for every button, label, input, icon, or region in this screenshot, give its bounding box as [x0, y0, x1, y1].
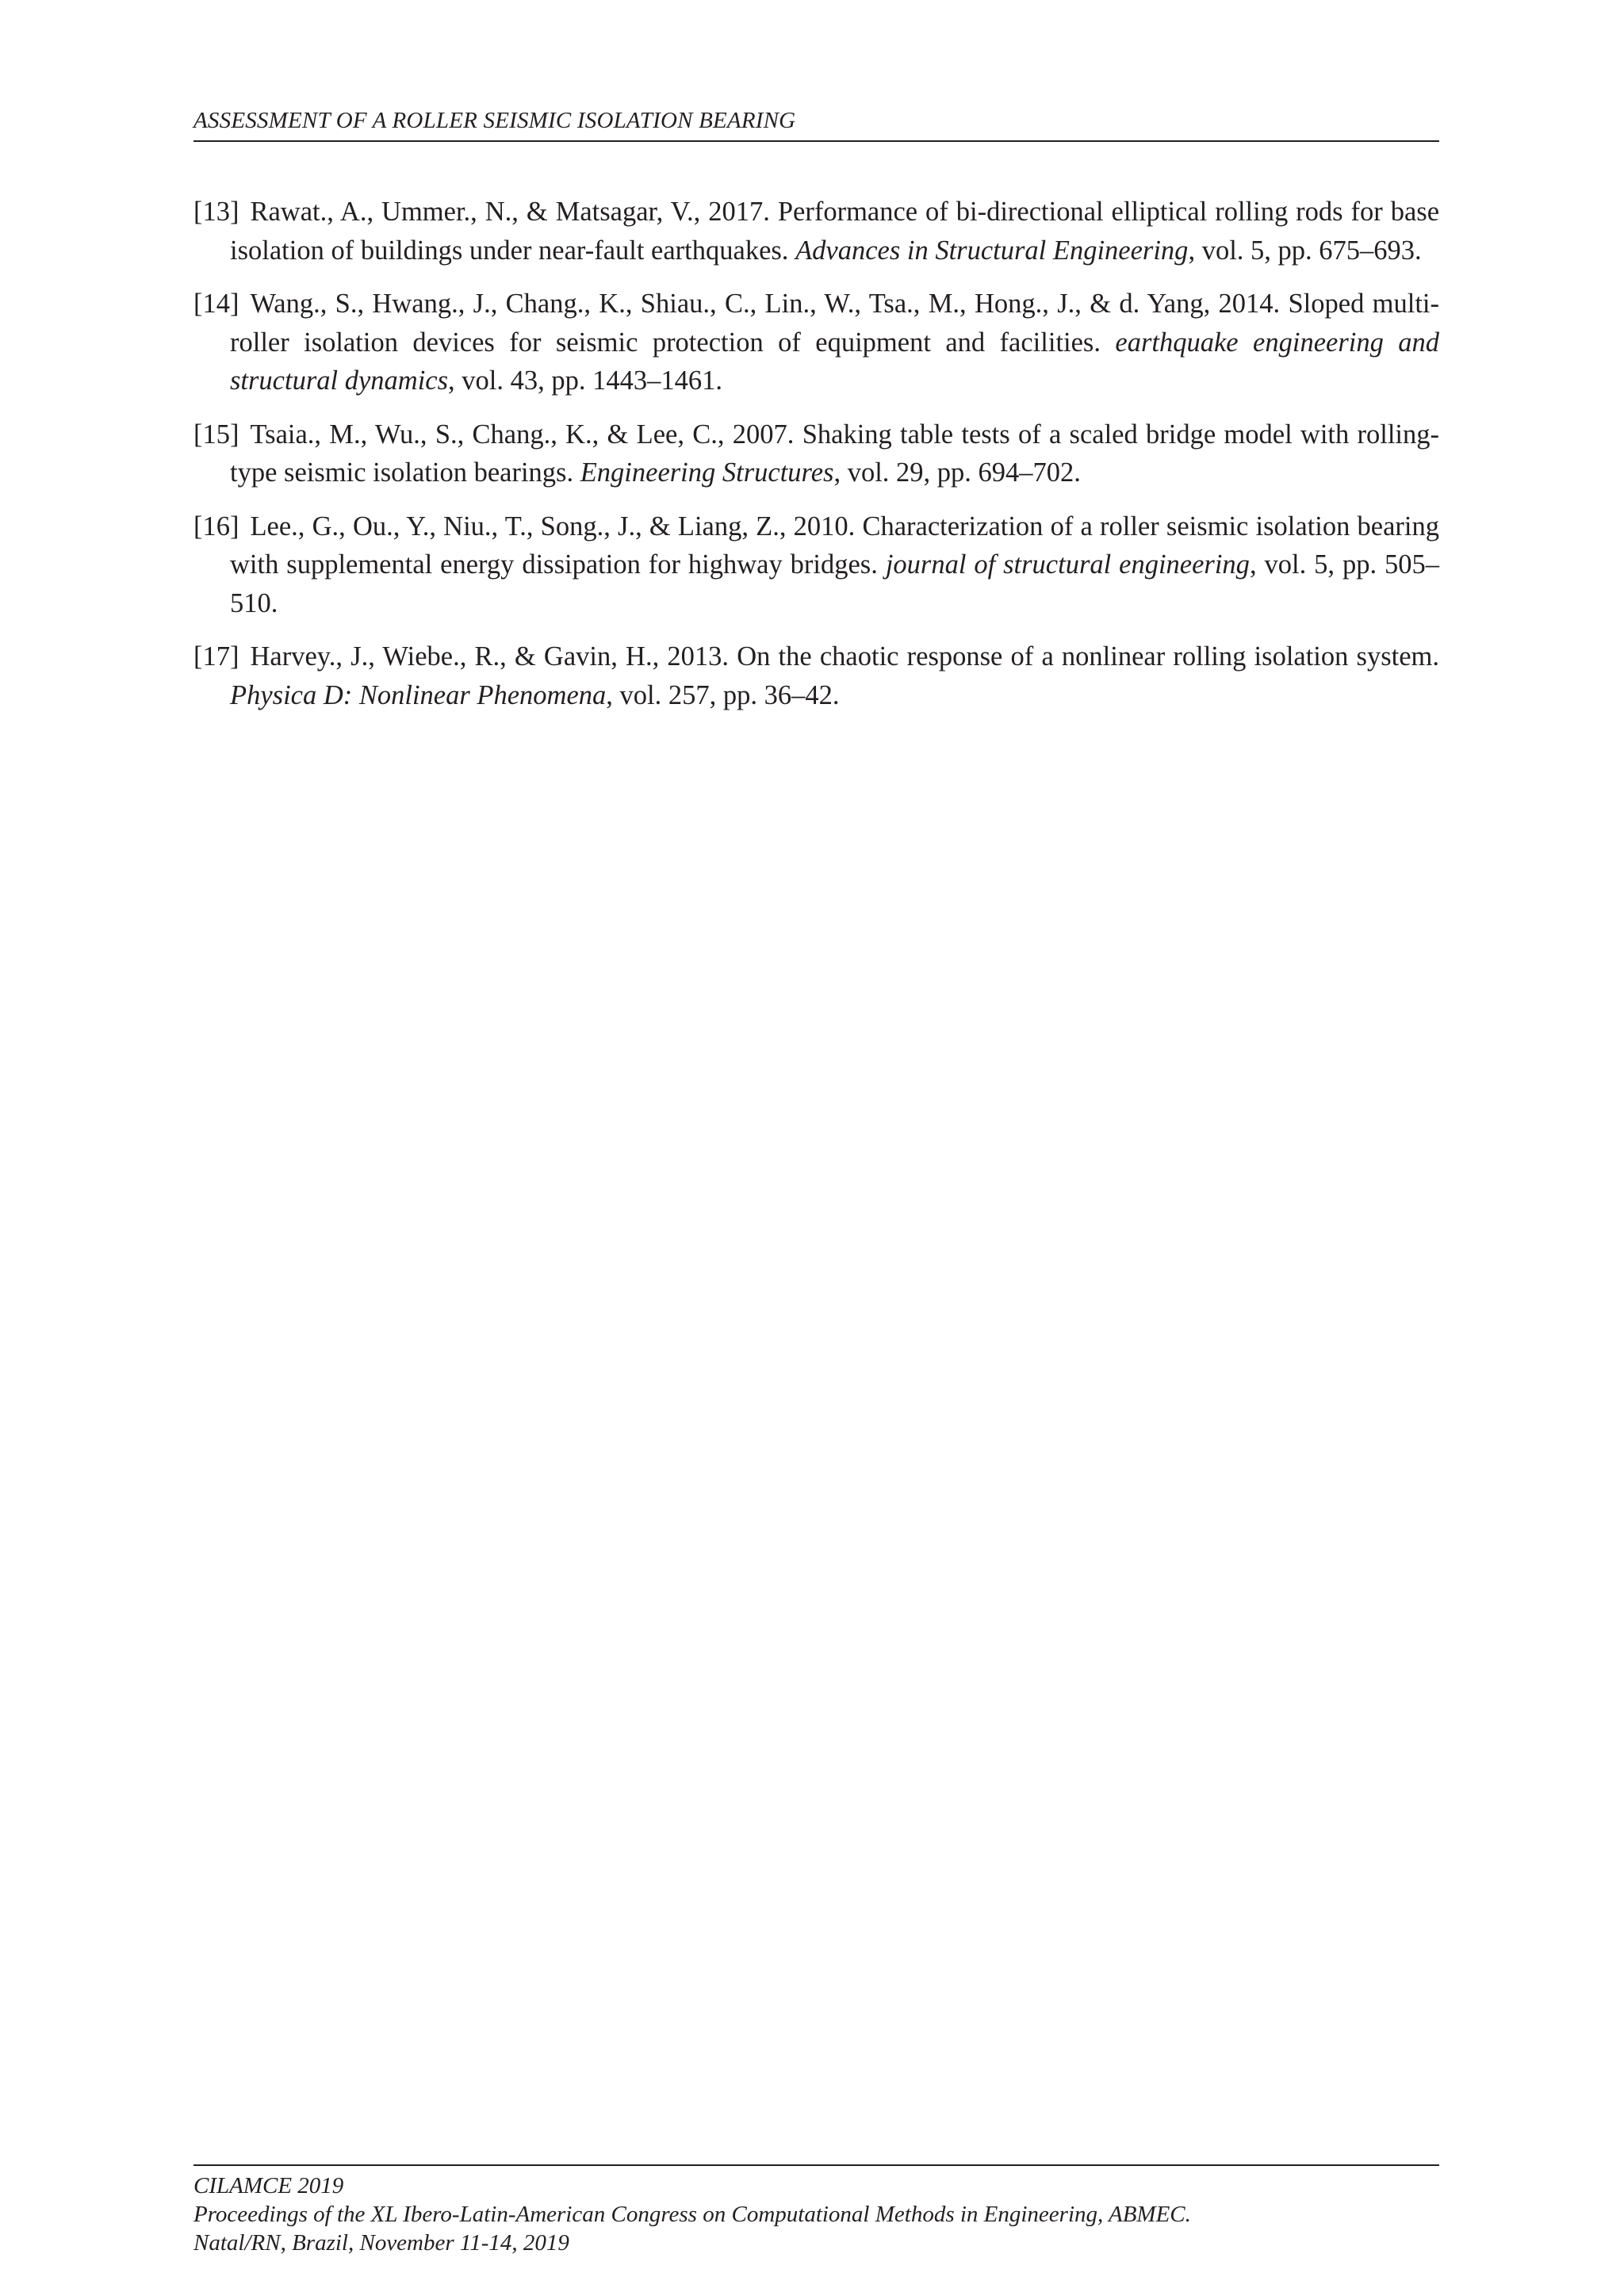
reference-title: Characterization of a roller seismic isolation bearing with supplemental energy dissipation for highway bridges.	[230, 511, 1440, 580]
header-rule	[193, 140, 1439, 142]
reference-title: Sloped multi-roller isolation devices for seismic protection of equipment and facilities.	[230, 289, 1439, 358]
reference-number: [17]	[193, 641, 239, 672]
footer-proceedings: Proceedings of the XL Ibero-Latin-American Congress on Computational Methods in Engineering, ABMEC.	[193, 2202, 1191, 2227]
reference-details: , vol. 29, pp. 694–702.	[833, 457, 1081, 488]
reference-journal: journal of structural engineering	[885, 549, 1250, 580]
reference-item	[193, 285, 1439, 400]
reference-details: , vol. 43, pp. 1443–1461.	[448, 365, 722, 396]
reference-item	[193, 637, 1439, 714]
footer-conference: CILAMCE 2019	[193, 2173, 344, 2198]
reference-title: Performance of bi-directional elliptical rolling rods for base isolation of buildings under near-fault earthquakes.	[230, 197, 1440, 266]
reference-list	[193, 193, 1439, 729]
reference-authors-year: Wang., S., Hwang., J., Chang., K., Shiau., C., Lin., W., Tsa., M., Hong., J., & d. Yang, 2014.	[250, 289, 1281, 319]
reference-number: [15]	[193, 419, 239, 450]
reference-journal: Physica D: Nonlinear Phenomena	[230, 679, 607, 710]
reference-journal: earthquake engineering and structural dynamics	[230, 327, 1440, 396]
reference-item	[193, 415, 1439, 492]
reference-title: On the chaotic response of a nonlinear rolling isolation system.	[737, 641, 1440, 672]
reference-authors-year: Rawat., A., Ummer., N., & Matsagar, V., 2017.	[250, 197, 770, 227]
reference-number: [14]	[193, 289, 239, 319]
footer-location-date: Natal/RN, Brazil, November 11-14, 2019	[193, 2230, 569, 2256]
reference-authors-year: Lee., G., Ou., Y., Niu., T., Song., J., & Liang, Z., 2010.	[250, 511, 856, 541]
reference-journal: Engineering Structures	[580, 457, 834, 488]
reference-item	[193, 193, 1439, 270]
reference-number: [16]	[193, 511, 239, 541]
reference-number: [13]	[193, 197, 239, 227]
reference-details: , vol. 5, pp. 675–693.	[1188, 235, 1422, 266]
reference-details: , vol. 5, pp. 505–510.	[230, 549, 1440, 618]
reference-title: Shaking table tests of a scaled bridge model with rolling-type seismic isolation bearings.	[230, 419, 1440, 488]
running-header: ASSESSMENT OF A ROLLER SEISMIC ISOLATION BEARING	[193, 108, 796, 133]
reference-journal: Advances in Structural Engineering	[795, 235, 1189, 266]
reference-authors-year: Tsaia., M., Wu., S., Chang., K., & Lee, C., 2007.	[250, 419, 795, 450]
page-footer	[193, 2172, 1439, 2257]
footer-rule	[193, 2164, 1439, 2166]
reference-details: , vol. 257, pp. 36–42.	[606, 679, 840, 710]
reference-authors-year: Harvey., J., Wiebe., R., & Gavin, H., 2013.	[250, 641, 730, 672]
reference-item	[193, 507, 1439, 623]
